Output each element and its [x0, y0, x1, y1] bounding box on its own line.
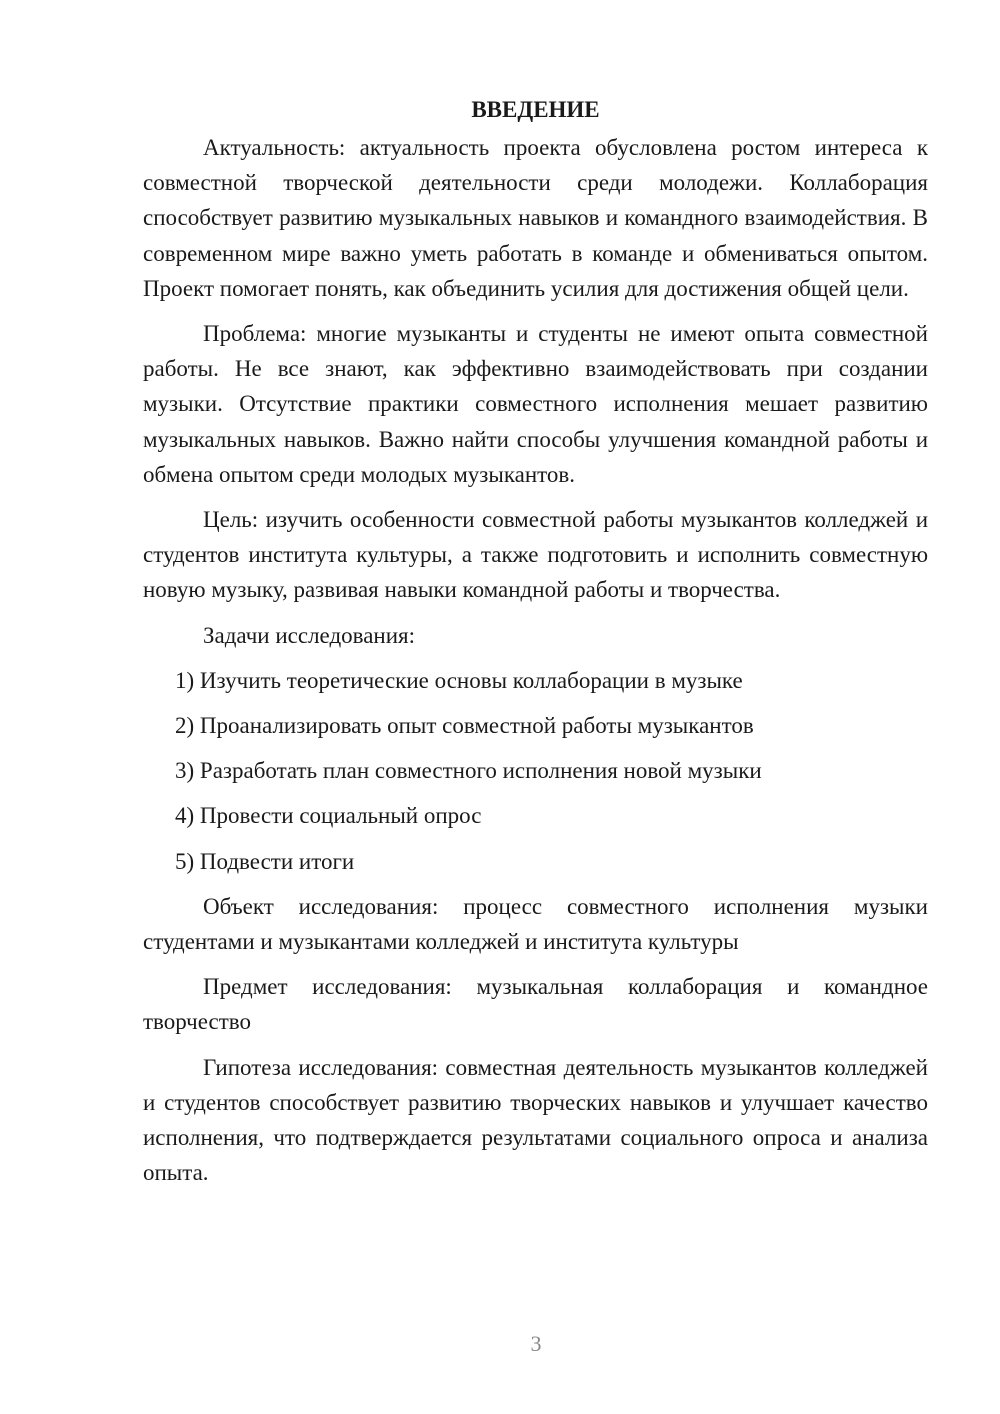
task-item: 1) Изучить теоретические основы коллаборации в музыке: [175, 667, 743, 693]
paragraph-subject: Предмет исследования: музыкальная коллаборация и командное творчество: [143, 974, 928, 1035]
task-item: 4) Провести социальный опрос: [175, 803, 482, 829]
paragraph-problem: Проблема: многие музыканты и студенты не имеют опыта совместной работы. Не все знают, как эффективно взаимодействовать при создании музыки. Отсутствие практики совместного исполнения мешает развитию музыкальных навыков. Важно найти способы улучшения командной работы и обмена опытом среди молодых музыкантов.: [143, 321, 928, 487]
page-number: 3: [530, 1331, 542, 1356]
section-title: ВВЕДЕНИЕ: [471, 97, 600, 122]
task-item: 2) Проанализировать опыт совместной работы музыкантов: [175, 713, 754, 739]
paragraph-goal: Цель: изучить особенности совместной работы музыкантов колледжей и студентов института культуры, а также подготовить и исполнить совместную новую музыку, развивая навыки командной работы и творчества.: [143, 507, 928, 603]
tasks-heading: Задачи исследования:: [203, 622, 416, 648]
paragraph-object: Объект исследования: процесс совместного исполнения музыки студентами и музыкантами колледжей и института культуры: [143, 893, 928, 955]
paragraph-hypothesis: Гипотеза исследования: совместная деятельность музыкантов колледжей и студентов способствует развитию творческих навыков и улучшает качество исполнения, что подтверждается результатами социального опроса и анализа опыта.: [143, 1054, 928, 1186]
task-item: 3) Разработать план совместного исполнения новой музыки: [175, 758, 762, 784]
task-item: 5) Подвести итоги: [175, 848, 355, 874]
paragraph-relevance: Актуальность: актуальность проекта обусловлена ростом интереса к совместной творческой деятельности среди молодежи. Коллаборация способствует развитию музыкальных навыков и командного взаимодействия. В современном мире важно уметь работать в команде и обмениваться опытом. Проект помогает понять, как объединить усилия для достижения общей цели.: [143, 135, 928, 301]
page-content: [143, 92, 928, 1200]
